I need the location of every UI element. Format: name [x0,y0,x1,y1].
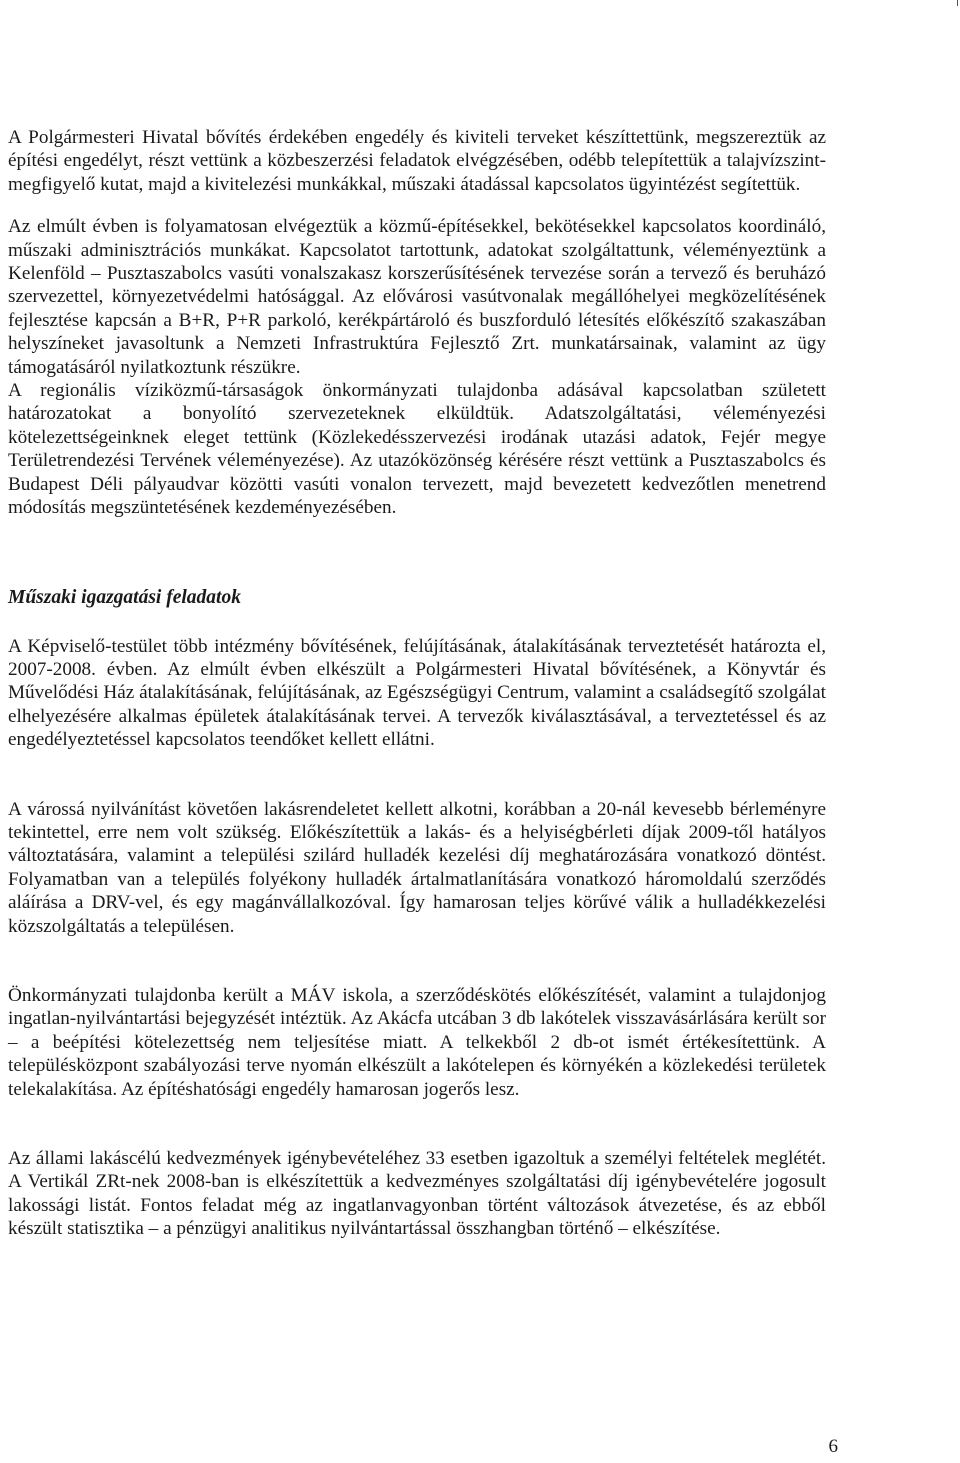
paragraph-mav-iskola: Önkormányzati tulajdonba került a MÁV iskola, a szerződéskötés előkészítését, valamint a tulajdonjog ingatlan-nyilvántartási bejegyzését intéztük. Az Akácfa utcában 3 db lakótelek visszavásárlására került sor – a beépítési kötelezettség nem teljesítése miatt. A telkekből 2 db-ot ismét értékesítettünk. A településközpont szabályozási terve nyomán elkészült a lakótelepen és környékén a közlekedési területek telekalakítása. Az építéshatósági engedély hamarosan jogerős lesz. [8,984,826,1100]
page-number: 6 [828,1436,838,1457]
section-heading-muszaki-igazgatasi: Műszaki igazgatási feladatok [8,586,241,608]
corner-mark [957,0,958,6]
paragraph-polgarmesteri-hivatal: A Polgármesteri Hivatal bővítés érdekében engedély és kiviteli terveket készíttettünk, megszereztük az építési engedélyt, részt vettünk a közbeszerzési feladatok elvégzésében, odébb telepítettük a talajvízszint-megfigyelő kutat, majd a kivitelezési munkákkal, műszaki átadással kapcsolatos ügyintézést segítettük. [8,127,826,195]
paragraph-lakasrendelet: A várossá nyilvánítást követően lakásrendeletet kellett alkotni, korábban a 20-nál kevesebb bérleményre tekintettel, erre nem volt szükség. Előkészítettük a lakás- és a helyiségbérleti díjak 2009-től hatályos változtatására, valamint a települési szilárd hulladék kezelési díj meghatározására vonatkozó döntést. Folyamatban van a település folyékony hulladék ártalmatlanítására vonatkozó háromoldalú szerződés aláírása a DRV-vel, és egy magánvállalkozóval. Így hamarosan teljes körűvé válik a hulladékkezelési közszolgáltatás a településen. [8,798,826,937]
paragraph-kepviselo-testulet: A Képviselő-testület több intézmény bővítésének, felújításának, átalakításának terveztetését határozta el, 2007-2008. évben. Az elmúlt évben elkészült a Polgármesteri Hivatal bővítésének, a Könyvtár és Művelődési Ház átalakításának, felújításának, az Egészségügyi Centrum, valamint a családsegítő szolgálat elhelyezésére alkalmas épületek átalakításának tervei. A tervezők kiválasztásával, a terveztetéssel és az engedélyeztetéssel kapcsolatos teendőket kellett ellátni. [8,635,826,751]
paragraph-viziközmu: A regionális víziközmű-társaságok önkormányzati tulajdonba adásával kapcsolatban született határozatokat a bonyolító szervezeteknek elküldtük. Adatszolgáltatási, véleményezési kötelezettségeinknek eleget tettünk (Közlekedésszervezési irodának utazási adatok, Fejér megye Területrendezési Tervének véleményezése). Az utazóközönség kérésére részt vettünk a Pusztaszabolcs és Budapest Déli pályaudvar közötti vasúti vonalon tervezett, majd bevezetett kedvezőtlen menetrend módosítás megszüntetésének kezdeményezésében. [8,380,826,519]
document-body [8,126,826,1241]
paragraph-kozmu-epitesek: Az elmúlt évben is folyamatosan elvégeztük a közmű-építésekkel, bekötésekkel kapcsolatos koordináló, műszaki adminisztrációs munkákat. Kapcsolatot tartottunk, adatokat szolgáltattunk, véleményeztünk a Kelenföld – Pusztaszabolcs vasúti vonalszakasz korszerűsítésének tervezése során a tervező és beruházó szervezettel, környezetvédelmi hatósággal. Az elővárosi vasútvonalak megállóhelyei megközelítésének fejlesztése kapcsán a B+R, P+R parkoló, kerékpártároló és buszforduló létesítés előkészítő szakaszában helyszíneket javasoltunk a Nemzeti Infrastruktúra Fejlesztő Zrt. munkatársainak, valamint az ügy támogatásáról nyilatkoztunk részükre. [8,216,826,378]
paragraph-allami-kedvezmenyek: Az állami lakáscélú kedvezmények igénybevételéhez 33 esetben igazoltuk a személyi feltételek meglétét. A Vertikál ZRt-nek 2008-ban is elkészítettük a kedvezményes szolgáltatási díj igénybevételére jogosult lakossági listát. Fontos feladat még az ingatlanvagyonban történt változások átvezetése, és az ebből készült statisztika – a pénzügyi analitikus nyilvántartással összhangban történő – elkészítése. [8,1148,826,1240]
